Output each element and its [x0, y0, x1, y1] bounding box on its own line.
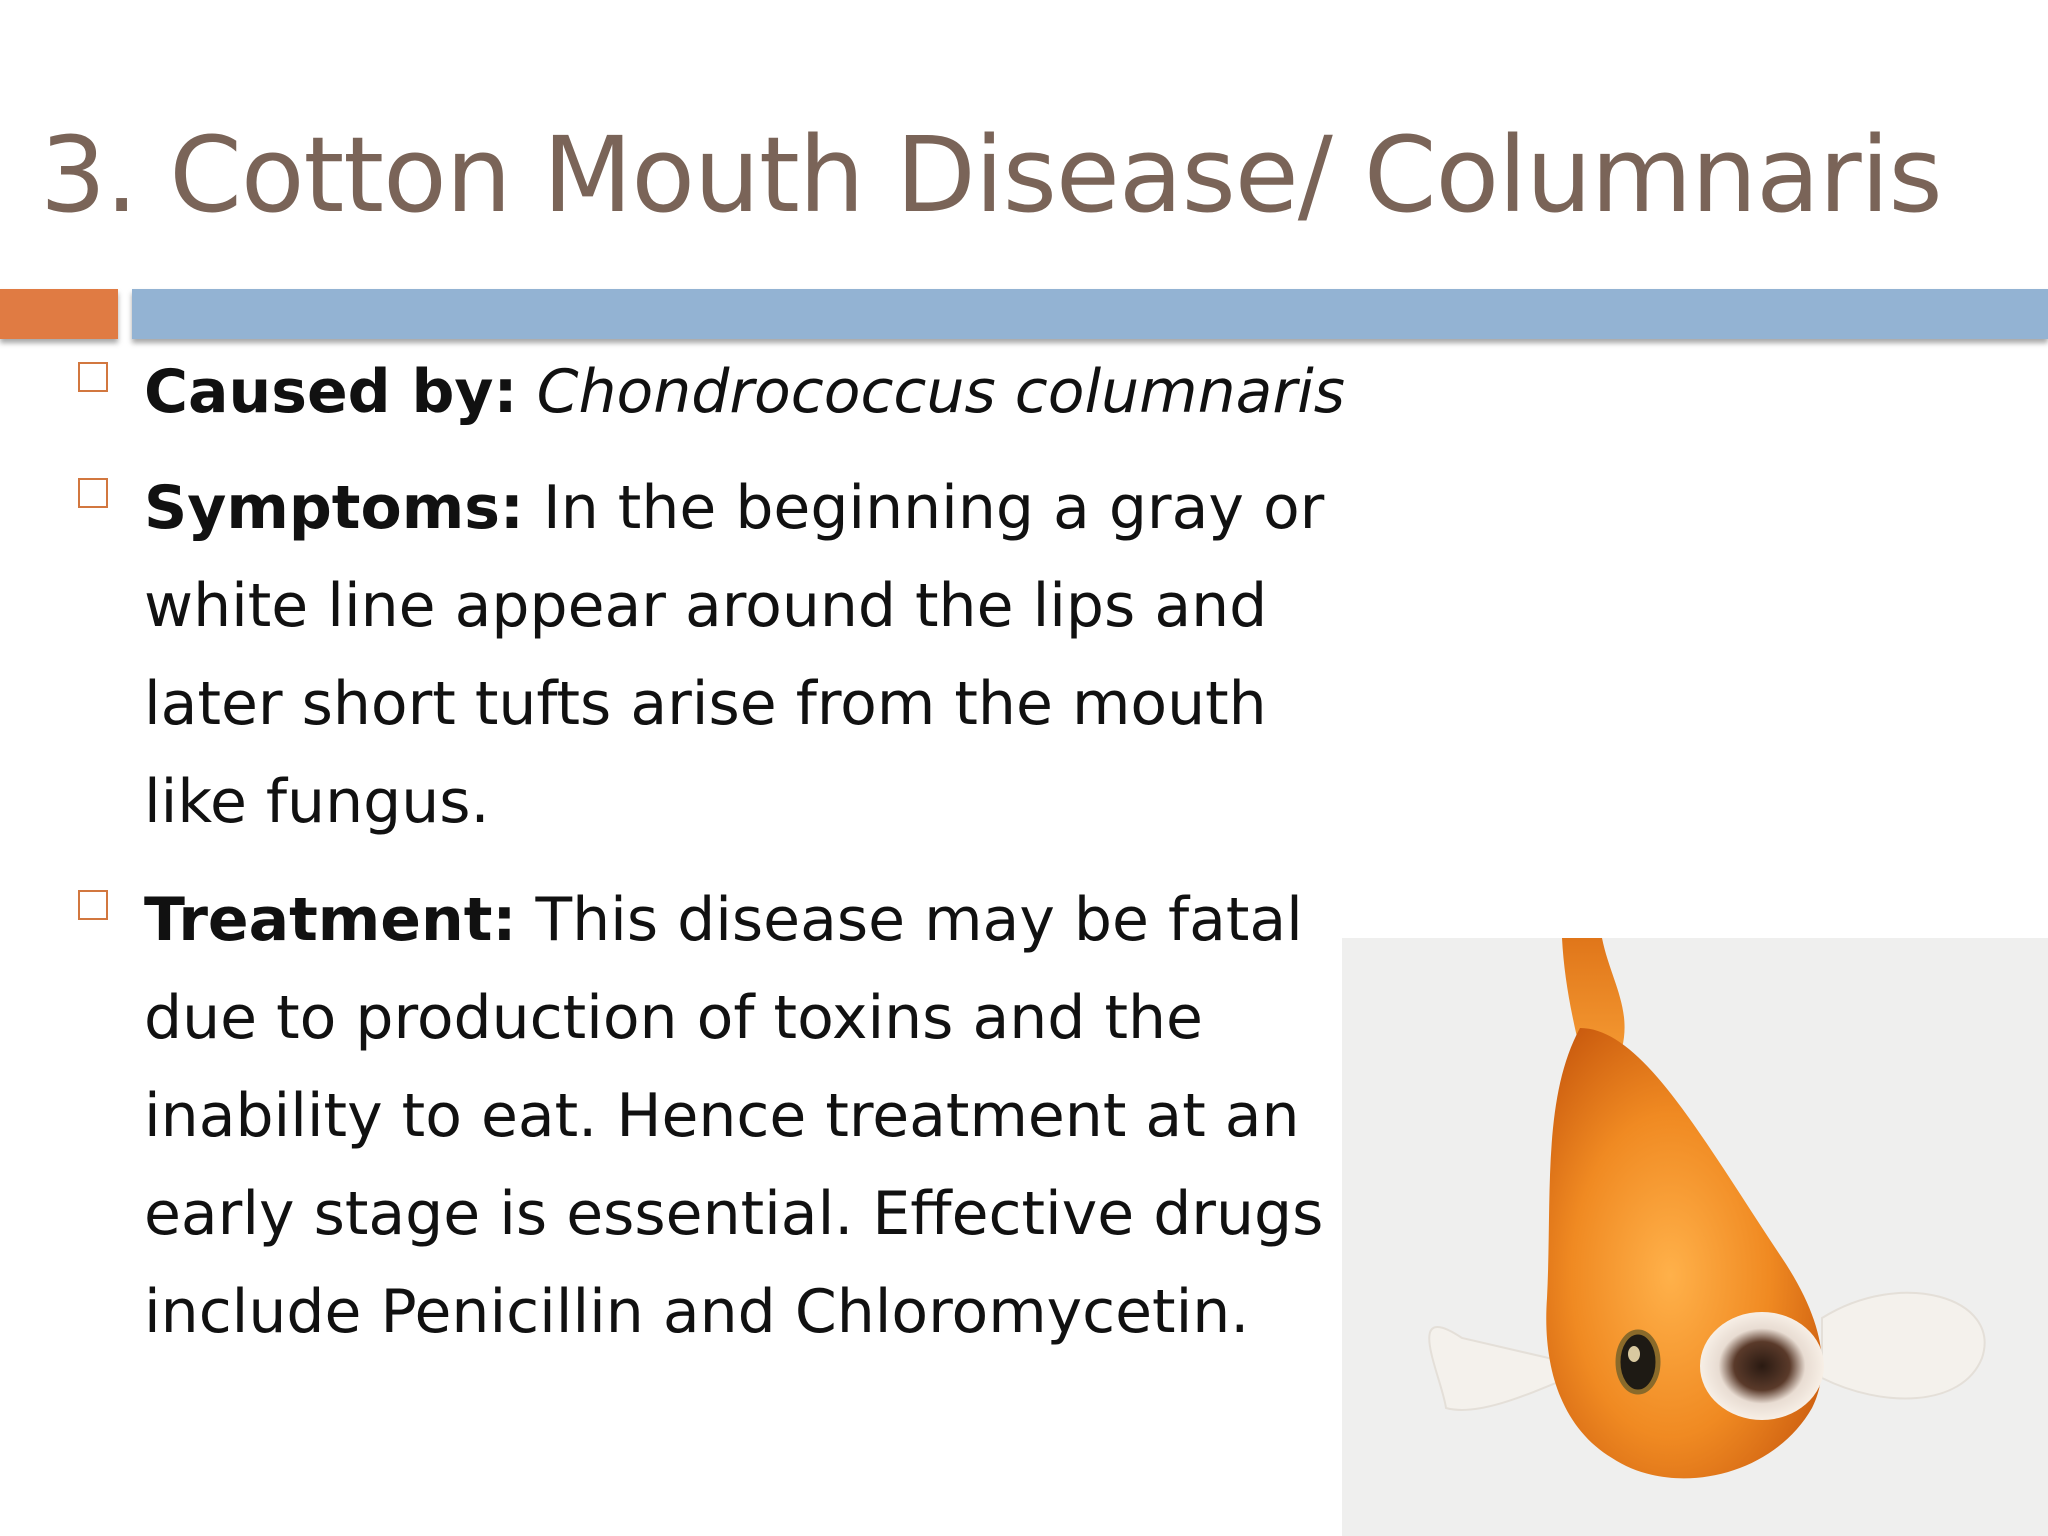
fish-eye	[1618, 1332, 1658, 1392]
mouth-lesion	[1700, 1312, 1824, 1420]
hollow-square-bullet-icon	[78, 362, 108, 392]
item-text	[144, 343, 1374, 441]
item-body: Chondrococcus columnaris	[536, 357, 1346, 427]
item-label: Caused by:	[144, 357, 518, 427]
goldfish-photo	[1342, 938, 2048, 1536]
hollow-square-bullet-icon	[78, 478, 108, 508]
eye-highlight	[1628, 1346, 1640, 1362]
item-text	[144, 459, 1374, 851]
accent-bar-blue	[132, 289, 2048, 339]
goldfish-illustration	[1342, 938, 2048, 1536]
accent-bar-orange	[0, 289, 118, 339]
item-text	[144, 871, 1374, 1361]
hollow-square-bullet-icon	[78, 890, 108, 920]
item-body: This disease may be fatal due to production of toxins and the inability to eat. Hence treatment at an early stage is essential. Effective drugs include Penicillin and Chloromycetin.	[144, 885, 1324, 1347]
slide-title: 3. Cotton Mouth Disease/ Columnaris	[40, 114, 1942, 236]
item-label: Treatment:	[144, 885, 517, 955]
right-fin	[1822, 1293, 1985, 1399]
item-body: In the beginning a gray or white line appear around the lips and later short tufts arise from the mouth like fungus.	[144, 473, 1325, 837]
item-label: Symptoms:	[144, 473, 524, 543]
